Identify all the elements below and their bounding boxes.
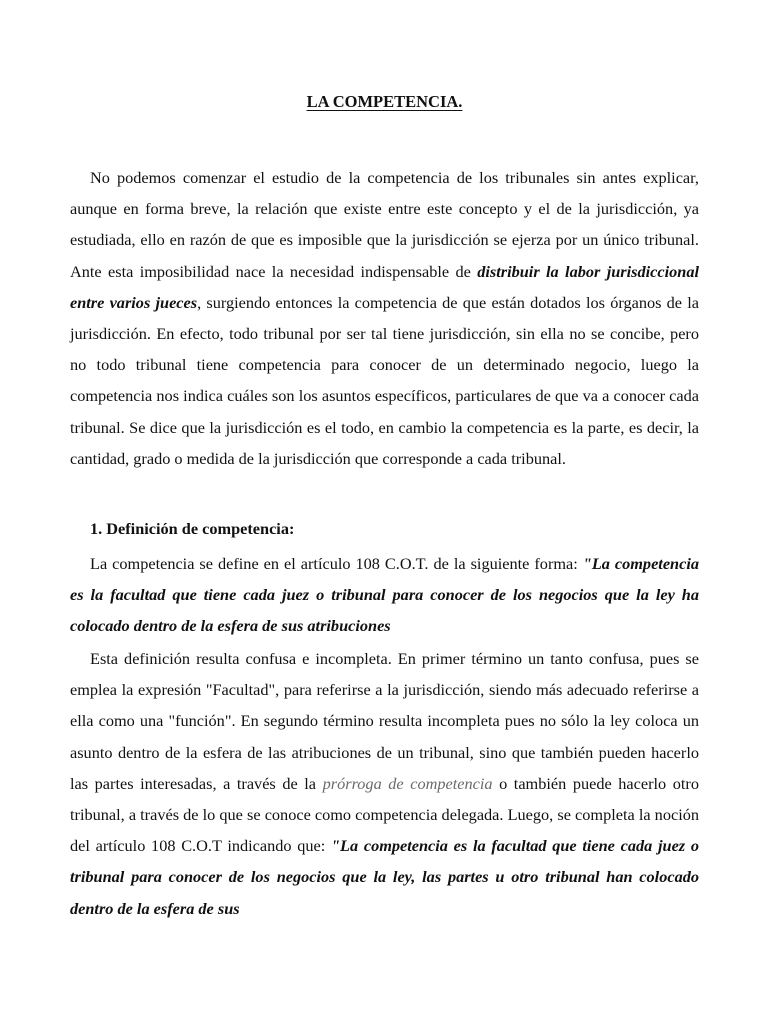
prorroga-competencia-link[interactable]: prórroga de competencia (322, 773, 493, 793)
paragraph-definition (70, 548, 699, 642)
paragraph-intro (70, 162, 699, 474)
paragraph-definition-quote: "La competencia es la facultad que tiene cada juez o tribunal para conocer de los negocios que la ley ha colocado dentro de la esfera de sus atribuciones (70, 554, 699, 636)
paragraph-critique (70, 643, 699, 924)
section-heading-definicion: 1. Definición de competencia: (90, 519, 295, 538)
paragraph-intro-text-2: , surgiendo entonces la competencia de que están dotados los órganos de la jurisdicción. En efecto, todo tribunal por ser tal tiene jurisdicción, sin ella no se concibe, pero no todo tribunal tiene competencia para conocer de un determinado negocio, luego la competencia nos indica cuáles son los asuntos específicos, particulares de que va a conocer cada tribunal. Se dice que la jurisdicción es el todo, en cambio la competencia es la parte, es decir, la cantidad, grado o medida de la jurisdicción que corresponde a cada tribunal. (70, 292, 700, 468)
paragraph-critique-text-1: Esta definición resulta confusa e incompleta. En primer término un tanto confusa, pues se emplea la expresión "Facultad", para referirse a la jurisdicción, siendo más adecuado referirse a ella como una "función". En segundo término resulta incompleta pues no sólo la ley coloca un asunto dentro de la esfera de las atribuciones de un tribunal, sino que también pueden hacerlo las partes interesadas, a través de la (70, 649, 699, 793)
paragraph-critique-text-2: o también puede hacerlo otro tribunal, a través de lo que se conoce como competencia delegada. Luego, se completa la noción del artículo 108 C.O.T indicando que: (70, 773, 699, 856)
paragraph-critique-quote: "La competencia es la facultad que tiene cada juez o tribunal para conocer de los negocios que la ley, las partes u otro tribunal han colocado dentro de la esfera de sus (70, 836, 699, 918)
paragraph-intro-emphasis: distribuir la labor jurisdiccional entre varios jueces (70, 261, 699, 312)
paragraph-definition-text: La competencia se define en el artículo 108 C.O.T. de la siguiente forma: (90, 554, 583, 573)
paragraph-intro-text-1: No podemos comenzar el estudio de la competencia de los tribunales sin antes explicar, aunque en forma breve, la relación que existe entre este concepto y el de la jurisdicción, ya estudiada, ello en razón de que es imposible que la jurisdicción se ejerza por un único tribunal. Ante esta imposibilidad nace la necesidad indispensable de (70, 168, 699, 281)
document-title: LA COMPETENCIA. (306, 92, 463, 111)
document-page (70, 0, 699, 1024)
